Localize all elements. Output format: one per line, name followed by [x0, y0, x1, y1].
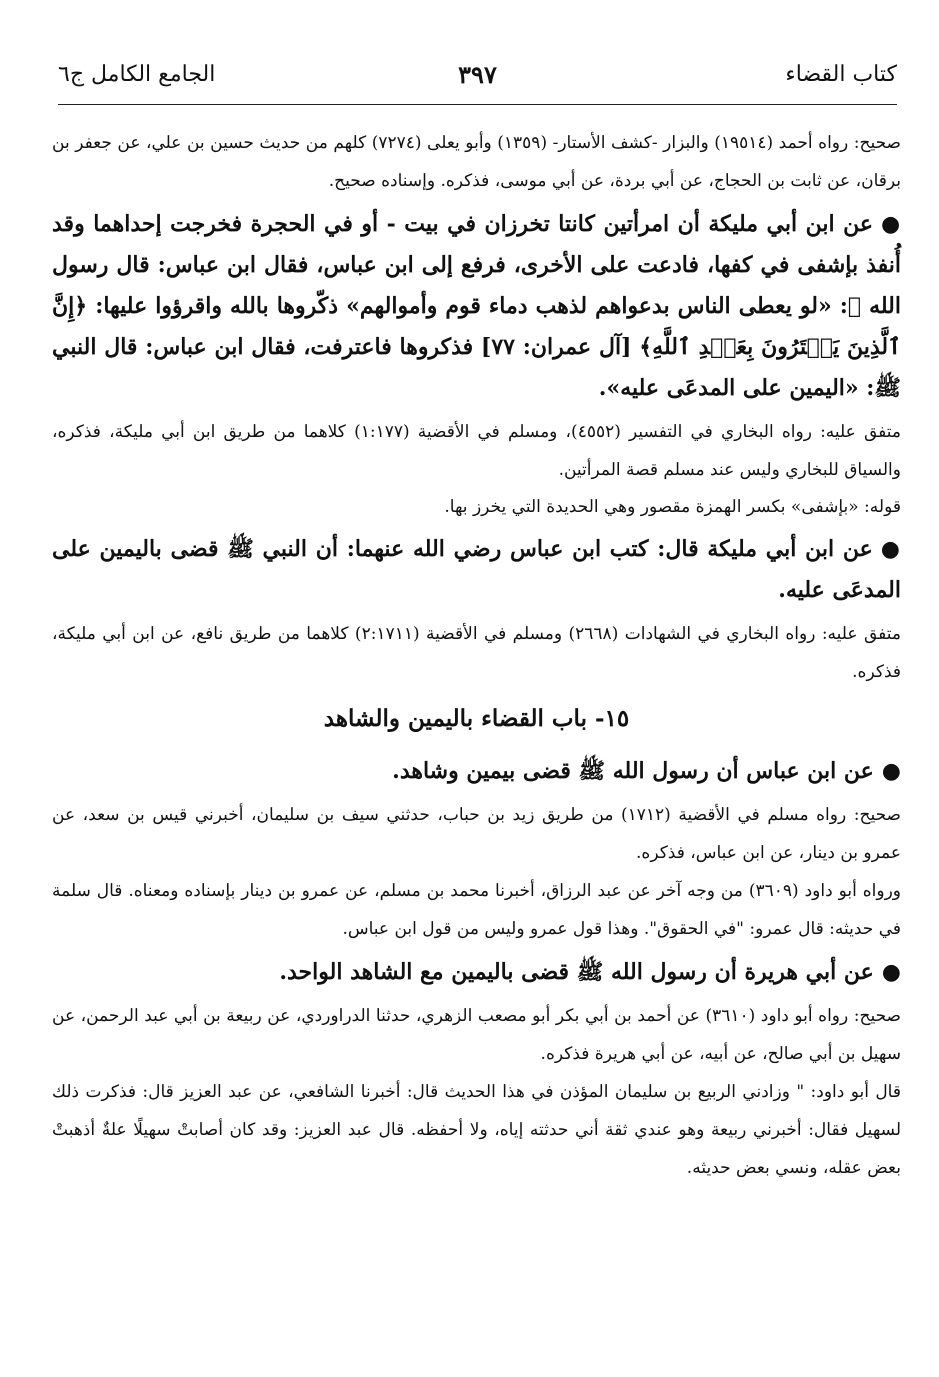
page-header	[58, 56, 897, 105]
running-chapter-title: كتاب القضاء	[785, 62, 897, 87]
hadith-paragraph	[52, 200, 901, 413]
takhrij-paragraph: متفق عليه: رواه البخاري في الشهادات (٢٦٦٨) ومسلم في الأقضية (٢:١٧١١) كلاهما من طريق نافع، عن ابن أبي مليكة، فذكره.	[52, 624, 901, 682]
bullet-icon: ●	[881, 959, 901, 985]
hadith-paragraph	[52, 948, 901, 997]
bullet-icon: ●	[880, 536, 901, 562]
takhrij-paragraph: صحيح: رواه أبو داود (٣٦١٠) عن أحمد بن أبي بكر أبو مصعب الزهري، حدثنا الدراوردي، عن ربيعة بن أبي عبد الرحمن، عن سهيل بن أبي صالح، عن أبيه، عن أبي هريرة فذكره.	[52, 1006, 901, 1064]
hadith-text: عن ابن أبي مليكة قال: كتب ابن عباس رضي الله عنهما: أن النبي ﷺ قضى باليمين على المدعَى عليه.	[52, 536, 901, 603]
hadith-text: عن ابن عباس أن رسول الله ﷺ قضى بيمين وشاهد.	[392, 758, 874, 784]
takhrij-paragraph: متفق عليه: رواه البخاري في التفسير (٤٥٥٢)، ومسلم في الأقضية (١:١٧٧) كلاهما من طريق ابن أبي مليكة، فذكره، والسياق للبخاري وليس عند مسلم قصة المرأتين.	[52, 422, 901, 480]
bullet-icon: ●	[881, 758, 901, 784]
page-body	[52, 124, 901, 1187]
takhrij-paragraph: ورواه أبو داود (٣٦٠٩) من وجه آخر عن عبد الرزاق، أخبرنا محمد بن مسلم، عن عمرو بن دينار بإسناده ومعناه. قال سلمة في حديثه: قال عمرو: "في الحقوق". وهذا قول عمرو وليس من قول ابن عباس.	[52, 881, 901, 939]
hadith-text: عن أبي هريرة أن رسول الله ﷺ قضى باليمين مع الشاهد الواحد.	[279, 959, 874, 985]
takhrij-paragraph: صحيح: رواه مسلم في الأقضية (١٧١٢) من طريق زيد بن حباب، حدثني سيف بن سليمان، أخبرني قيس بن سعد، عن عمرو بن دينار، عن ابن عباس، فذكره.	[52, 805, 901, 863]
takhrij-paragraph: صحيح: رواه أحمد (١٩٥١٤) والبزار -كشف الأستار- (١٣٥٩) وأبو يعلى (٧٢٧٤) كلهم من حديث حسين بن علي، عن جعفر بن برقان، عن ثابت بن الحجاج، عن أبي بردة، عن أبي موسى، فذكره. وإسناده صحيح.	[52, 133, 901, 191]
hadith-paragraph	[52, 747, 901, 796]
running-book-title: الجامع الكامل ج٦	[58, 62, 216, 87]
gloss-note: قوله: «بإشفى» بكسر الهمزة مقصور وهي الحديدة التي يخرز بها.	[444, 497, 901, 517]
hadith-paragraph	[52, 525, 901, 615]
takhrij-paragraph: قال أبو داود: " وزادني الربيع بن سليمان المؤذن في هذا الحديث قال: أخبرنا الشافعي، عن عبد العزيز قال: فذكرت ذلك لسهيل فقال: أخبرني ربيعة وهو عندي ثقة أني حدثته إياه، ولا أحفظه. قال عبد العزيز: وقد كان أصابتْ سهيلًا علةٌ أذهبتْ بعض عقله، ونسي بعض حديثه.	[52, 1082, 901, 1178]
hadith-text: عن ابن أبي مليكة أن امرأتين كانتا تخرزان في بيت - أو في الحجرة فخرجت إحداهما وقد أُنفذ بإشفى في كفها، فادعت على الأخرى، فرفع إلى ابن عباس، فقال ابن عباس: قال رسول الله ﷺ: «لو يعطى الناس بدعواهم لذهب دماء قوم وأموالهم» ذكّروها بالله واقرؤوا عليها: ﴿إِنَّ ٱلَّذِينَ يَشۡتَرُونَ بِعَهۡدِ ٱللَّهِ﴾ [آل عمران: ٧٧] فذكروها فاعترفت، فقال ابن عباس: قال النبي ﷺ: «اليمين على المدعَى عليه».	[52, 211, 901, 401]
page-number: ٣٩٧	[458, 60, 497, 89]
bullet-icon: ●	[880, 211, 901, 237]
section-heading: ١٥- باب القضاء باليمين والشاهد	[323, 705, 630, 732]
